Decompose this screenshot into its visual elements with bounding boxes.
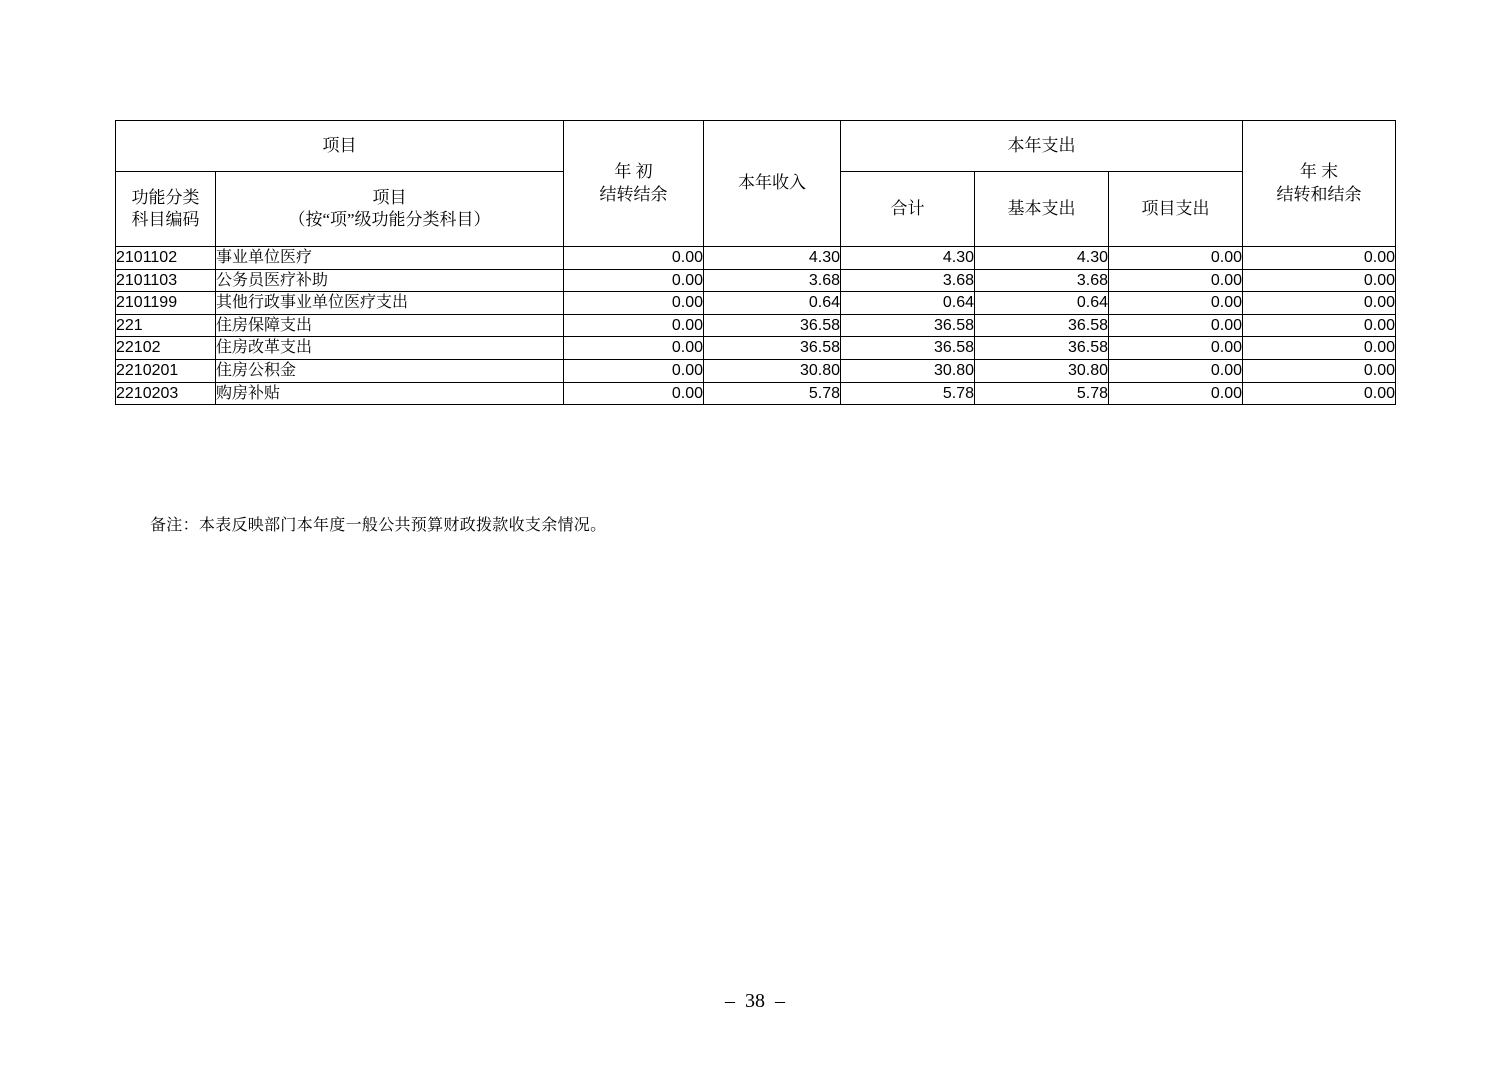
cell-expense-total: 30.80 — [841, 359, 975, 382]
cell-begin-balance: 0.00 — [564, 292, 704, 315]
cell-end-balance: 0.00 — [1243, 314, 1396, 337]
header-function-code — [116, 172, 216, 247]
cell-name: 住房改革支出 — [216, 337, 564, 360]
cell-expense-project: 0.00 — [1109, 314, 1243, 337]
header-begin-balance-line2: 结转结余 — [599, 184, 668, 204]
cell-income: 4.30 — [704, 247, 841, 270]
header-row-1 — [116, 121, 1396, 172]
footer-dash-right: – — [775, 990, 785, 1012]
cell-expense-project: 0.00 — [1109, 247, 1243, 270]
cell-expense-basic: 5.78 — [975, 382, 1109, 405]
header-item-name-line2: （按“项”级功能分类科目） — [288, 210, 491, 229]
header-group-item: 项目 — [116, 121, 564, 172]
cell-expense-total: 3.68 — [841, 269, 975, 292]
cell-begin-balance: 0.00 — [564, 337, 704, 360]
header-begin-balance-line1: 年 初 — [614, 162, 653, 182]
cell-expense-project: 0.00 — [1109, 292, 1243, 315]
cell-name: 住房公积金 — [216, 359, 564, 382]
cell-end-balance: 0.00 — [1243, 247, 1396, 270]
cell-code: 2101199 — [116, 292, 216, 315]
cell-name: 购房补贴 — [216, 382, 564, 405]
header-function-code-line2: 科目编码 — [131, 210, 200, 229]
budget-table — [115, 120, 1396, 405]
cell-code: 2210203 — [116, 382, 216, 405]
page-footer — [0, 990, 1510, 1013]
cell-expense-project: 0.00 — [1109, 359, 1243, 382]
header-item-name — [216, 172, 564, 247]
cell-code: 2210201 — [116, 359, 216, 382]
cell-expense-total: 0.64 — [841, 292, 975, 315]
cell-income: 36.58 — [704, 314, 841, 337]
cell-expense-basic: 3.68 — [975, 269, 1109, 292]
cell-end-balance: 0.00 — [1243, 382, 1396, 405]
header-expense-project: 项目支出 — [1109, 172, 1243, 247]
cell-end-balance: 0.00 — [1243, 337, 1396, 360]
table-row — [116, 247, 1396, 270]
table-row — [116, 382, 1396, 405]
table-row — [116, 292, 1396, 315]
cell-expense-basic: 0.64 — [975, 292, 1109, 315]
header-end-balance — [1243, 121, 1396, 247]
cell-income: 5.78 — [704, 382, 841, 405]
cell-expense-total: 36.58 — [841, 314, 975, 337]
cell-income: 3.68 — [704, 269, 841, 292]
cell-code: 2101103 — [116, 269, 216, 292]
cell-expense-project: 0.00 — [1109, 337, 1243, 360]
cell-code: 2101102 — [116, 247, 216, 270]
cell-code: 221 — [116, 314, 216, 337]
cell-begin-balance: 0.00 — [564, 382, 704, 405]
cell-end-balance: 0.00 — [1243, 269, 1396, 292]
cell-end-balance: 0.00 — [1243, 292, 1396, 315]
cell-income: 30.80 — [704, 359, 841, 382]
table-row — [116, 314, 1396, 337]
cell-expense-total: 5.78 — [841, 382, 975, 405]
cell-begin-balance: 0.00 — [564, 314, 704, 337]
budget-table-container — [115, 120, 1395, 405]
cell-begin-balance: 0.00 — [564, 269, 704, 292]
cell-income: 0.64 — [704, 292, 841, 315]
cell-expense-project: 0.00 — [1109, 382, 1243, 405]
header-expense-total: 合计 — [841, 172, 975, 247]
header-function-code-line1: 功能分类 — [131, 187, 200, 207]
cell-begin-balance: 0.00 — [564, 359, 704, 382]
cell-code: 22102 — [116, 337, 216, 360]
header-expense-basic: 基本支出 — [975, 172, 1109, 247]
cell-begin-balance: 0.00 — [564, 247, 704, 270]
cell-end-balance: 0.00 — [1243, 359, 1396, 382]
cell-expense-project: 0.00 — [1109, 269, 1243, 292]
table-row — [116, 269, 1396, 292]
footer-dash-left: – — [725, 990, 735, 1012]
header-group-expense: 本年支出 — [841, 121, 1243, 172]
table-header — [116, 121, 1396, 247]
page-number: 38 — [745, 990, 765, 1012]
cell-name: 其他行政事业单位医疗支出 — [216, 292, 564, 315]
table-note: 备注：本表反映部门本年度一般公共预算财政拨款收支余情况。 — [150, 517, 607, 534]
cell-name: 住房保障支出 — [216, 314, 564, 337]
cell-expense-basic: 36.58 — [975, 337, 1109, 360]
table-row — [116, 359, 1396, 382]
cell-expense-basic: 30.80 — [975, 359, 1109, 382]
cell-expense-basic: 36.58 — [975, 314, 1109, 337]
cell-name: 公务员医疗补助 — [216, 269, 564, 292]
header-begin-balance — [564, 121, 704, 247]
header-income: 本年收入 — [704, 121, 841, 247]
cell-expense-total: 36.58 — [841, 337, 975, 360]
header-end-balance-line1: 年 末 — [1299, 162, 1339, 182]
cell-expense-basic: 4.30 — [975, 247, 1109, 270]
table-body — [116, 247, 1396, 405]
header-item-name-line1: 项目 — [372, 187, 407, 207]
cell-expense-total: 4.30 — [841, 247, 975, 270]
cell-income: 36.58 — [704, 337, 841, 360]
table-row — [116, 337, 1396, 360]
cell-name: 事业单位医疗 — [216, 247, 564, 270]
header-end-balance-line2: 结转和结余 — [1276, 184, 1362, 204]
